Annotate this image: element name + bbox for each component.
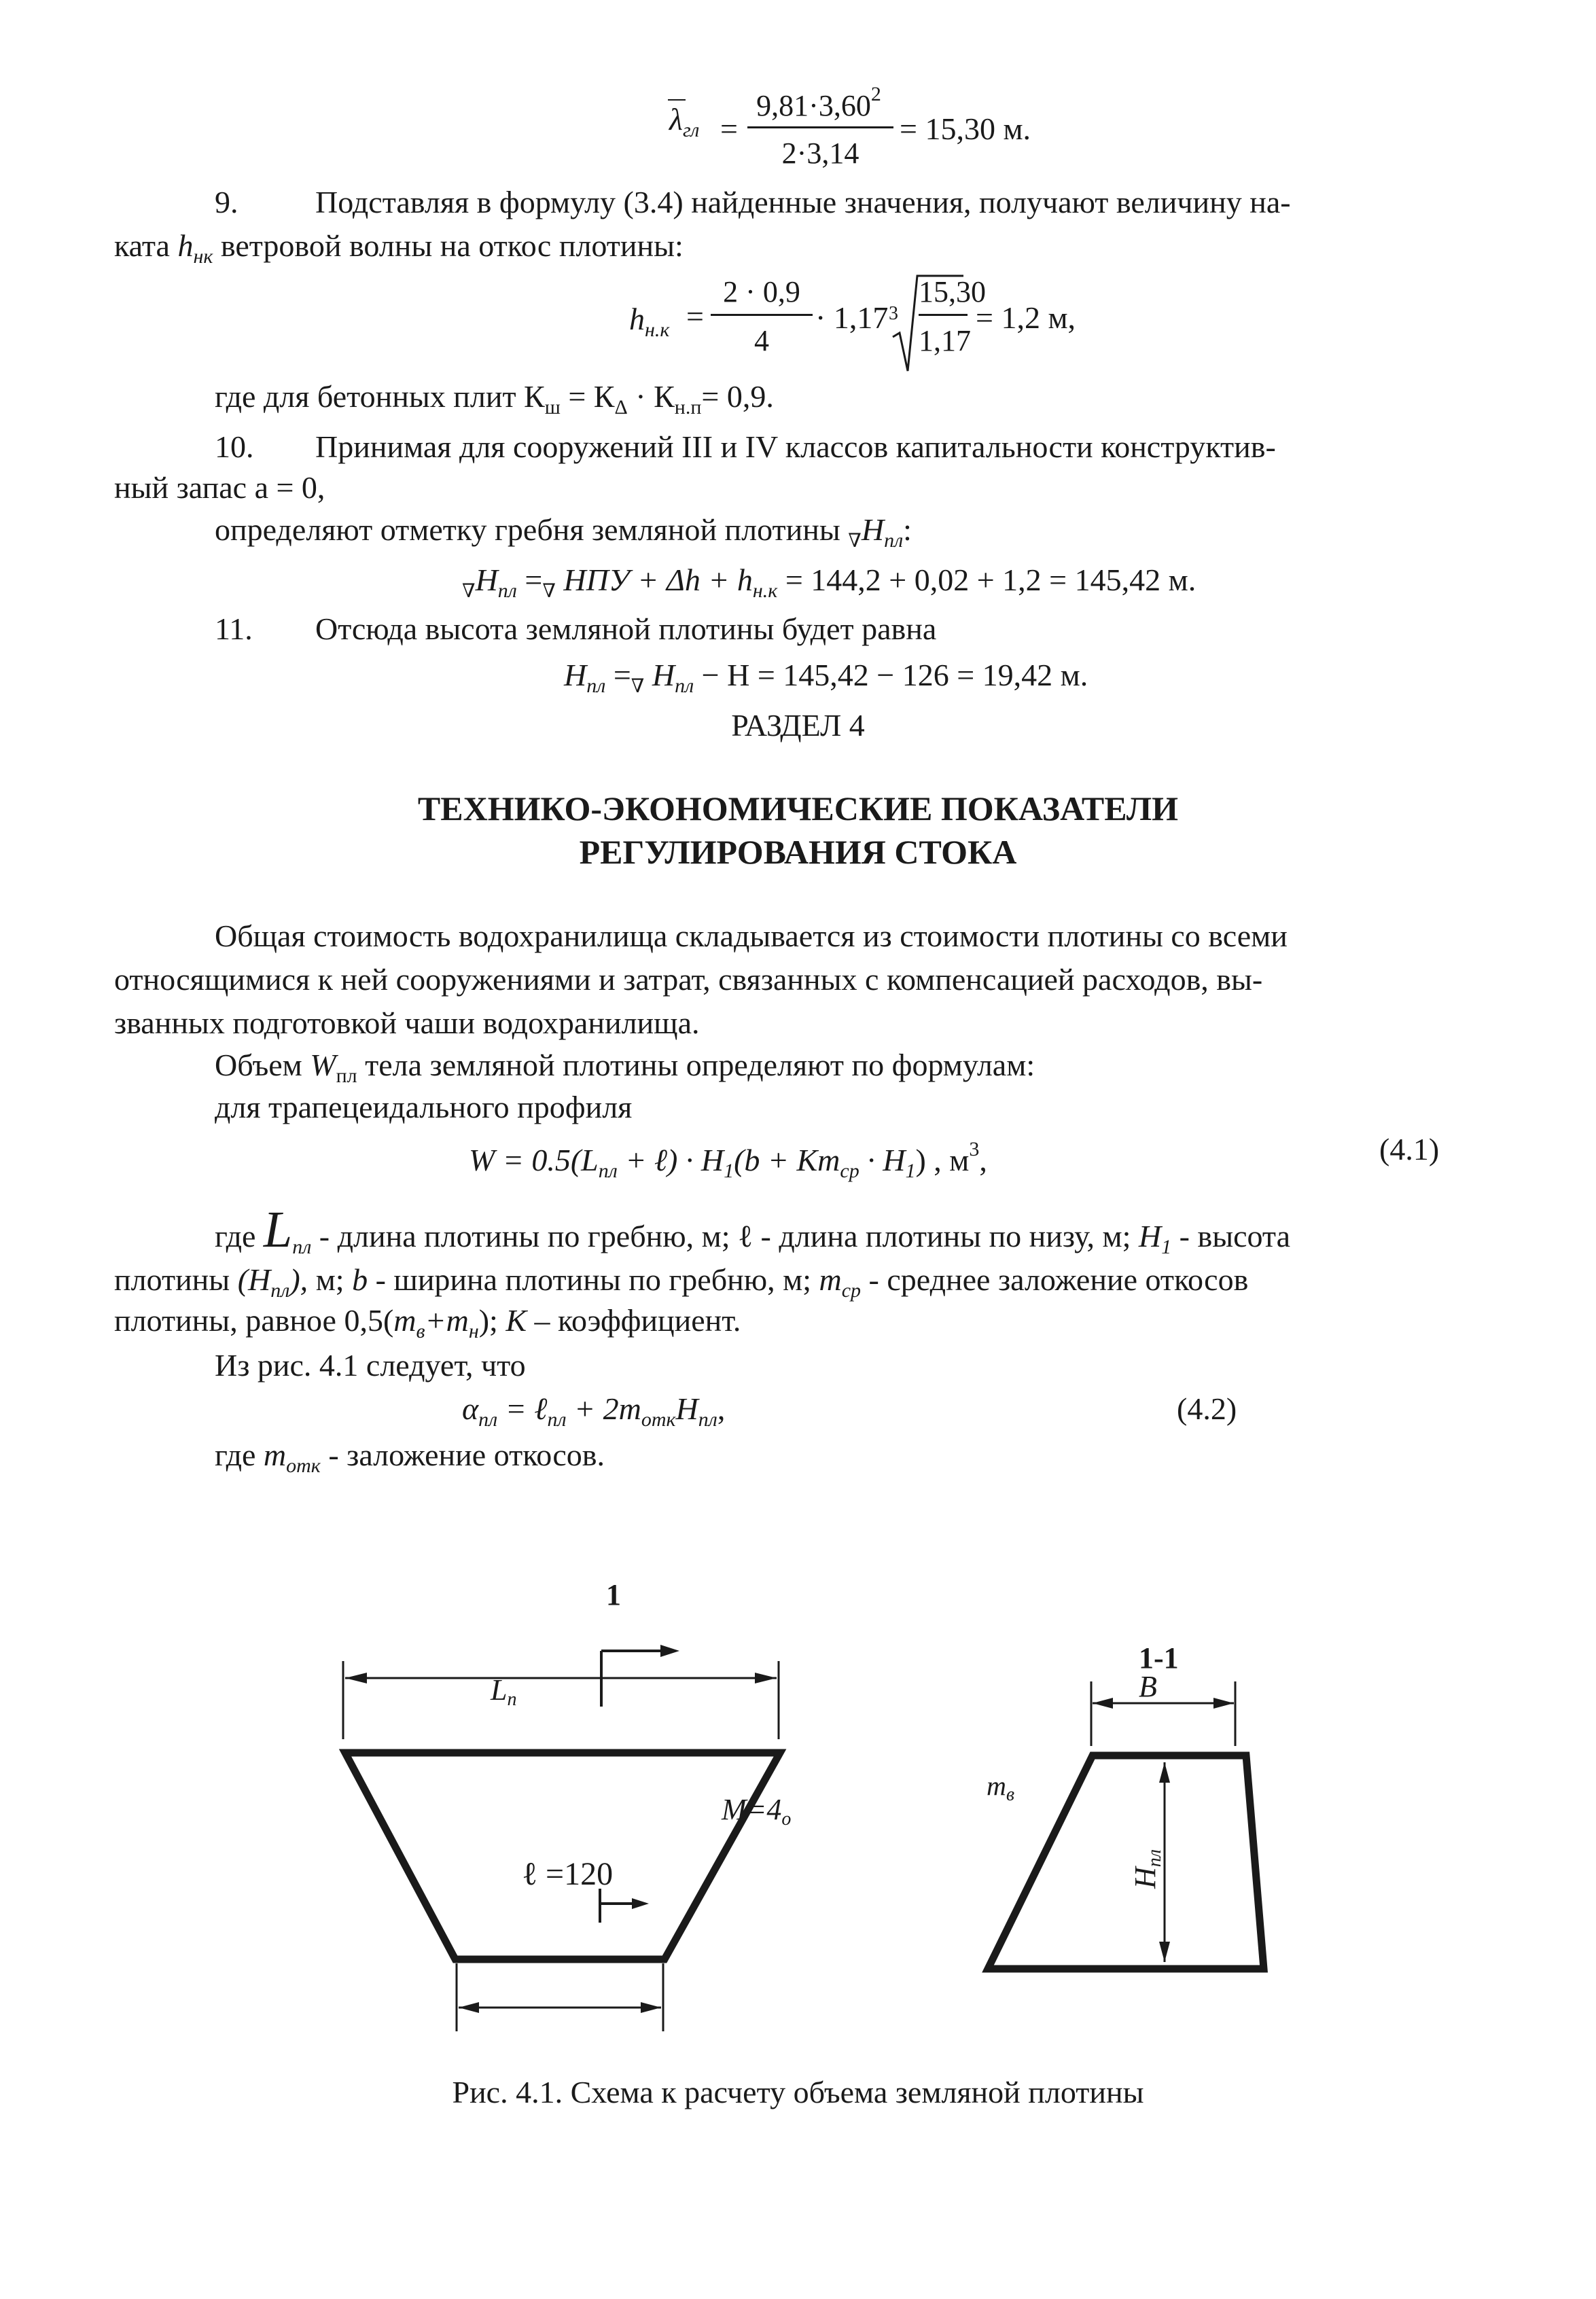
lambda-overline <box>668 99 686 101</box>
document-page: $\lambda_{гл}$ = $9,81\cdot 3,60^2$ 2·3,14 = 15,30 м. 9. Подставляя в формулу (3.4) найденные значения, получают величину на- ката $h_{нк}$ ветровой волны на откос плотины: $h_{н.к}$ = 2 · 0,9 4 · 1,17 3 15,30 1,17 = 1,2 м, где для бетонных плит $К_ш = К_\Delta \cdot К_{н.п}= 0,9$. 10. Принимая для сооружений III и IV классов капитальности конструктив- ный запас a = 0, определяют отметку гребня земляной плотины $_\nabla H_{пл}$: $_\nabla H_{пл} =_\nabla$ НПУ + $\Delta h + h_{н.к} = 144,2 + 0,02 + 1,2 = 145,42$ м. 11. Отсюда высота земляной плотины будет равна $H_{пл} =_\nabla$ $H_{пл} - H = 145,42 - 126 = 19,42$ м. РАЗДЕЛ 4 ТЕХНИКО-ЭКОНОМИЧЕСКИЕ ПОКАЗАТЕЛИ РЕГУЛИРОВАНИЯ СТОКА Общая стоимость водохранилища складывается из стоимости плотины со всеми относящимися к ней сооружениями и затрат, связанных с компенсацией расходов, вы- званных подготовкой чаши водохранилища. Объем $W_{пл}$ тела земляной плотины определяют по формулам: для трапецеидального профиля $W = 0.5(L_{пл}$ + ℓ) · $H_1(b + Km_{ср} \cdot H_1)$ , $м^3$, (4.1) где $L_{пл}$ - длина плотины по гребню, м; ℓ - длина плотины по низу, м; $H_1$ - высота плотины $(H_{пл})$, м; b - ширина плотины по гребню, м; $m_{ср}$ - среднее заложение откосов плотины, равное $0,5(m_в+m_н)$; K – коэффициент. Из рис. 4.1 следует, что $\alpha_{пл}$ = ℓ$_{пл}$ + $2m_{отк}H_{пл}$, (4.2) где $m_{отк}$ - заложение откосов. 1 Lп M=4о ℓ =120 1-1 B $m_в$ Hпл Рис. 4.1. Схема к расчету объема земляной плотины <box>0 0 1596 2299</box>
item-9-line2: ката $h_{нк}$ ветровой волны на откос плотины: <box>114 228 684 268</box>
para1-line1: Общая стоимость водохранилища складывается из стоимости плотины со всеми <box>215 919 1288 953</box>
formula-4-2: $\alpha_{пл}$ = ℓ$_{пл}$ + $2m_{отк}H_{пл}$, <box>462 1391 726 1431</box>
label-section-1-1: 1-1 <box>1139 1641 1179 1675</box>
lambda-result: = 15,30 м. <box>900 111 1031 146</box>
lambda-symbol: λ <box>669 102 683 137</box>
label-Hpl: Hпл <box>1129 1849 1165 1889</box>
para1-line3: званных подготовкой чаши водохранилища. <box>114 1005 700 1040</box>
label-Ln: Lп <box>491 1673 517 1710</box>
section-title-line2: РЕГУЛИРОВАНИЯ СТОКА <box>579 833 1017 871</box>
dam-cross-section <box>988 1756 1264 1969</box>
label-M: M=4о <box>722 1793 792 1830</box>
para4: Из рис. 4.1 следует, что <box>215 1348 526 1383</box>
item-10-line3: определяют отметку гребня земляной плотины $_\nabla H_{пл}$: <box>215 512 912 552</box>
para3-line3: плотины, равное $0,5(m_в+m_н)$; K – коэффициент. <box>114 1303 741 1342</box>
figure-caption: Рис. 4.1. Схема к расчету объема земляной плотины <box>452 2075 1144 2109</box>
formula-crest-elevation: $_\nabla H_{пл} =_\nabla$ НПУ + $\Delta h + h_{н.к} = 144,2 + 0,02 + 1,2 = 145,42$ м. <box>462 563 1196 602</box>
item-10-line2: ный запас a = 0, <box>114 470 325 505</box>
para3-line2: плотины $(H_{пл})$, м; b - ширина плотины по гребню, м; $m_{ср}$ - среднее заложение откосов <box>114 1262 1249 1302</box>
formula-4-2-number: (4.2) <box>1177 1391 1237 1426</box>
formula-dam-height: $H_{пл} =_\nabla$ $H_{пл} - H = 145,42 - 126 = 19,42$ м. <box>564 658 1088 697</box>
item-11-number: 11. <box>215 611 253 646</box>
where-concrete-line: где для бетонных плит $К_ш = К_\Delta \cdot К_{н.п}= 0,9$. <box>215 379 774 418</box>
item-11-line1: Отсюда высота земляной плотины будет равна <box>315 611 937 646</box>
item-10-line1: Принимая для сооружений III и IV классов капитальности конструктив- <box>315 429 1276 464</box>
para2-line2: для трапецеидального профиля <box>215 1090 633 1124</box>
formula-4-1: $W = 0.5(L_{пл}$ + ℓ) · $H_1(b + Km_{ср} \cdot H_1)$ , $м^3$, <box>469 1138 987 1182</box>
section-title-line1: ТЕХНИКО-ЭКОНОМИЧЕСКИЕ ПОКАЗАТЕЛИ <box>417 789 1179 827</box>
formula-4-1-number: (4.1) <box>1379 1132 1440 1166</box>
section-label: РАЗДЕЛ 4 <box>731 708 865 743</box>
section-mark-label: 1 <box>606 1578 621 1611</box>
label-mv: $m_в$ <box>987 1770 1015 1805</box>
label-l-120: ℓ =120 <box>522 1856 614 1892</box>
lambda-fraction-bar <box>747 126 893 128</box>
item-9-line1: Подставляя в формулу (3.4) найденные значения, получают величину на- <box>315 185 1291 219</box>
lambda-denominator: 2·3,14 <box>781 137 859 170</box>
hnk-fraction-bar <box>711 314 813 316</box>
para1-line2: относящимися к ней сооружениями и затрат, связанных с компенсацией расходов, вы- <box>114 962 1263 997</box>
item-9-number: 9. <box>215 185 238 219</box>
lambda-numerator: $9,81\cdot 3,60^2$ <box>756 83 881 122</box>
para3-line1: где $L_{пл}$ - длина плотины по гребню, м; ℓ - длина плотины по низу, м; $H_1$ - высота <box>215 1201 1290 1258</box>
figure-dam-scheme <box>0 1563 1596 2092</box>
item-10-number: 10. <box>215 429 254 464</box>
para2-line1: Объем $W_{пл}$ тела земляной плотины определяют по формулам: <box>215 1048 1035 1087</box>
para5: где $m_{отк}$ - заложение откосов. <box>215 1438 605 1477</box>
label-B: B <box>1139 1670 1157 1703</box>
